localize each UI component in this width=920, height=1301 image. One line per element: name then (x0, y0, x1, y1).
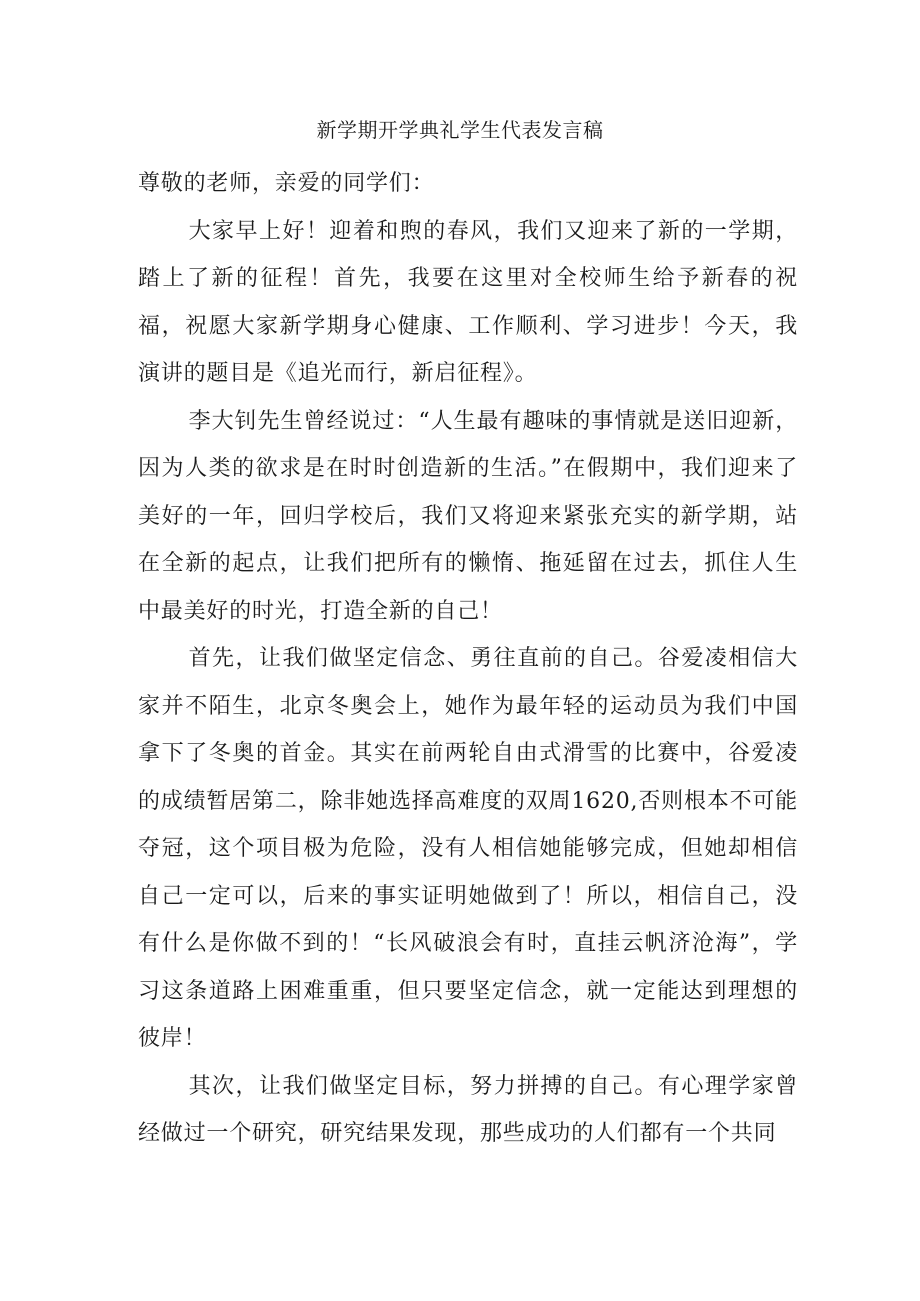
paragraph-first-point: 首先，让我们做坚定信念、勇往直前的自己。谷爱凌相信大家并不陌生，北京冬奥会上，她作为最年轻的运动员为我们中国拿下了冬奥的首金。其实在前两轮自由式滑雪的比赛中，谷爱凌的成绩暂居第二，除非她选择高难度的双周1620,否则根本不可能夺冠，这个项目极为危险，没有人相信她能够完成，但她却相信自己一定可以，后来的事实证明她做到了！所以，相信自己，没有什么是你做不到的！“长风破浪会有时，直挂云帆济沧海”，学习这条道路上困难重重，但只要坚定信念，就一定能达到理想的彼岸！ (138, 646, 798, 1051)
paragraph-quote: 李大钊先生曾经说过：“人生最有趣味的事情就是送旧迎新，因为人类的欲求是在时时创造新的生活。”在假期中，我们迎来了美好的一年，回归学校后，我们又将迎来紧张充实的新学期，站在全新的起点，让我们把所有的懒惰、拖延留在过去，抓住人生中最美好的时光，打造全新的自己！ (138, 408, 798, 624)
document-title: 新学期开学典礼学生代表发言稿 (316, 118, 604, 142)
paragraph-second-point: 其次，让我们做坚定目标，努力拼搏的自己。有心理学家曾经做过一个研究，研究结果发现，那些成功的人们都有一个共同 (138, 1073, 798, 1146)
paragraph-greeting: 大家早上好！迎着和煦的春风，我们又迎来了新的一学期，踏上了新的征程！首先，我要在这里对全校师生给予新春的祝福，祝愿大家新学期身心健康、工作顺利、学习进步！今天，我演讲的题目是《追光而行，新启征程》。 (138, 218, 798, 386)
document-body (138, 160, 798, 1158)
salutation: 尊敬的老师，亲爱的同学们： (138, 171, 435, 196)
